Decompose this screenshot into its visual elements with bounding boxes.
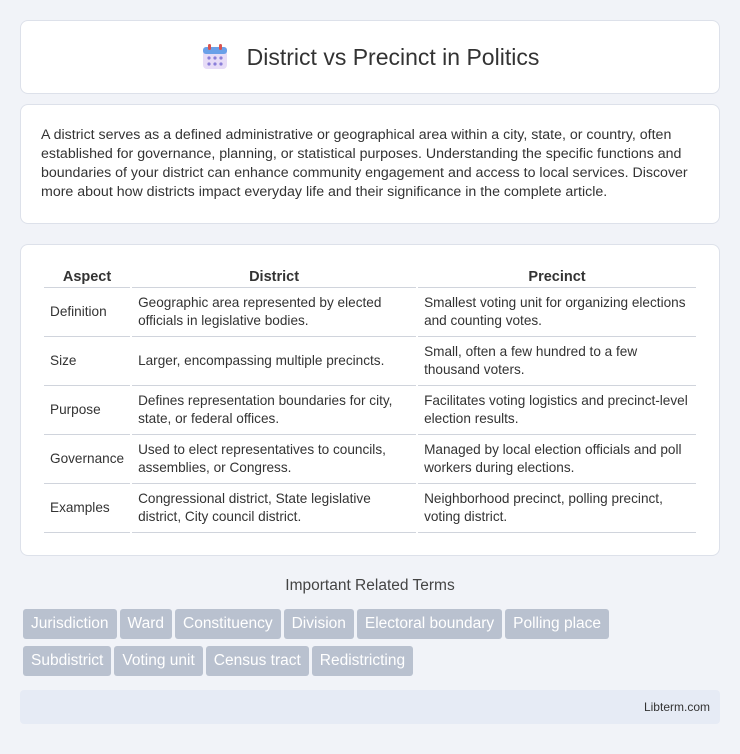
- precinct-cell: Neighborhood precinct, polling precinct, voting district.: [418, 484, 696, 533]
- tag-redistricting[interactable]: Redistricting: [312, 646, 413, 676]
- table-header-row: [44, 263, 696, 288]
- comparison-table-card: [20, 244, 720, 556]
- footer: [20, 690, 720, 724]
- district-cell: Defines representation boundaries for city, state, or federal offices.: [132, 386, 416, 435]
- intro-text: A district serves as a defined administrative or geographical area within a city, state, or country, often established for governance, planning, or statistical purposes. Understanding the specific functions and boundaries of your district can enhance community engagement and access to local services. Discover more about how districts impact everyday life and their significance in the complete article.: [41, 127, 688, 200]
- tag-jurisdiction[interactable]: Jurisdiction: [23, 609, 117, 639]
- title-card: [20, 20, 720, 94]
- tag-electoral-boundary[interactable]: Electoral boundary: [357, 609, 502, 639]
- table-row: [44, 288, 696, 337]
- tag-constituency[interactable]: Constituency: [175, 609, 281, 639]
- district-cell: Geographic area represented by elected officials in legislative bodies.: [132, 288, 416, 337]
- precinct-cell: Small, often a few hundred to a few thousand voters.: [418, 337, 696, 386]
- district-cell: Congressional district, State legislative district, City council district.: [132, 484, 416, 533]
- table-row: [44, 435, 696, 484]
- district-cell: Larger, encompassing multiple precincts.: [132, 337, 416, 386]
- footer-site-link[interactable]: Libterm.com: [643, 700, 710, 714]
- district-cell: Used to elect representatives to councils, assemblies, or Congress.: [132, 435, 416, 484]
- tag-ward[interactable]: Ward: [120, 609, 172, 639]
- comparison-table: [42, 263, 698, 533]
- aspect-cell: Purpose: [44, 386, 130, 435]
- aspect-cell: Size: [44, 337, 130, 386]
- tag-polling-place[interactable]: Polling place: [505, 609, 609, 639]
- table-row: [44, 386, 696, 435]
- aspect-cell: Examples: [44, 484, 130, 533]
- page-title: District vs Precinct in Politics: [246, 43, 540, 70]
- tag-voting-unit[interactable]: Voting unit: [114, 646, 202, 676]
- precinct-cell: Facilitates voting logistics and precinct-level election results.: [418, 386, 696, 435]
- intro-card: [20, 104, 720, 224]
- header-precinct: Precinct: [418, 263, 696, 288]
- precinct-cell: Managed by local election officials and poll workers during elections.: [418, 435, 696, 484]
- precinct-cell: Smallest voting unit for organizing elections and counting votes.: [418, 288, 696, 337]
- header-aspect: Aspect: [44, 263, 130, 288]
- header-district: District: [132, 263, 416, 288]
- related-terms-title: Important Related Terms: [285, 577, 455, 594]
- tag-subdistrict[interactable]: Subdistrict: [23, 646, 111, 676]
- tag-census-tract[interactable]: Census tract: [206, 646, 309, 676]
- table-row: [44, 484, 696, 533]
- tag-division[interactable]: Division: [284, 609, 354, 639]
- related-terms-list: [23, 609, 723, 683]
- calendar-icon: [201, 43, 229, 71]
- aspect-cell: Definition: [44, 288, 130, 337]
- table-row: [44, 337, 696, 386]
- aspect-cell: Governance: [44, 435, 130, 484]
